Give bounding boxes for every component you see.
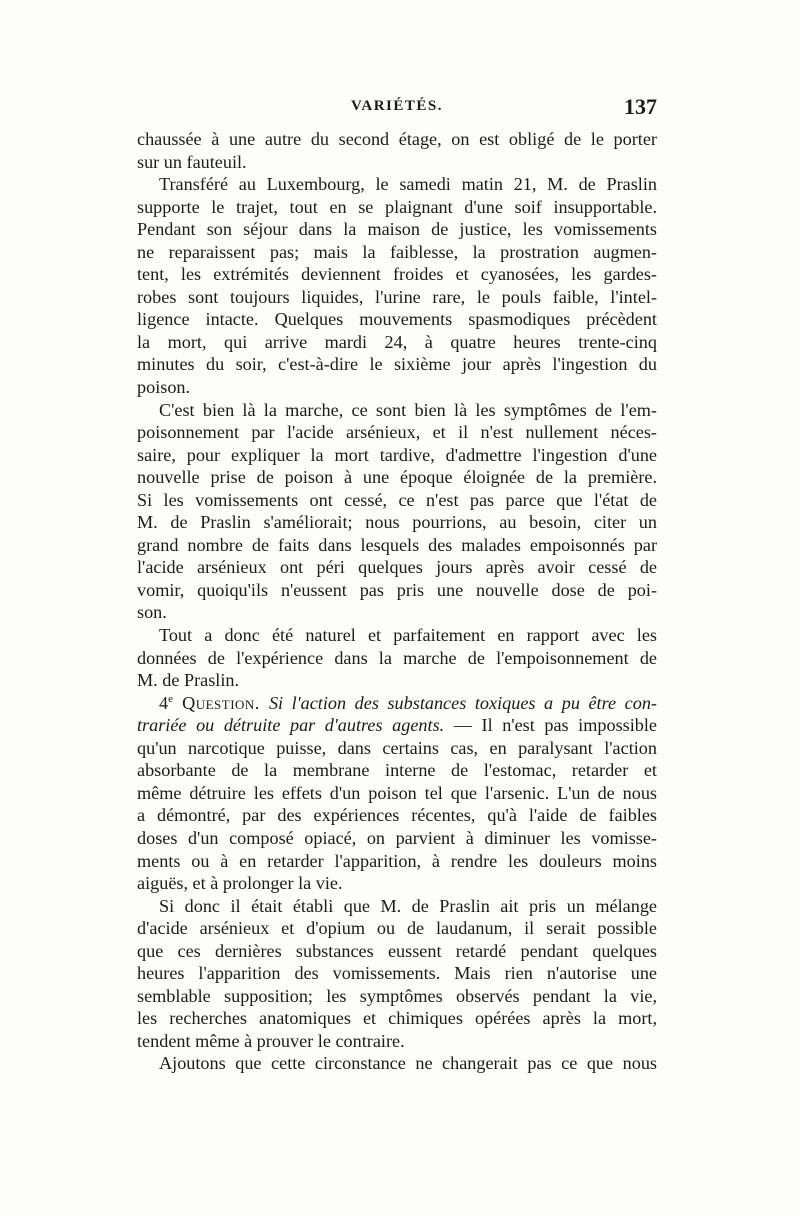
- text-line: C'est bien là la marche, ce sont bien là les symptômes de l'em-: [159, 399, 657, 420]
- text-line: [137, 692, 657, 715]
- text-line: nouvelle prise de poison à une époque éloignée de la première.: [137, 467, 657, 488]
- text-line: supporte le trajet, tout en se plaignant d'une soif insupportable.: [137, 196, 657, 217]
- text-run: e: [168, 692, 173, 705]
- text-line: tent, les extrémités deviennent froides et cyanosées, les gardes-: [137, 264, 657, 285]
- text-line: Transféré au Luxembourg, le samedi matin 21, M. de Praslin: [159, 174, 657, 195]
- text-line: Pendant son séjour dans la maison de justice, les vomissements: [137, 219, 657, 240]
- body-text: [137, 128, 657, 1075]
- text-line: ligence intacte. Quelques mouvements spasmodiques précèdent: [137, 309, 657, 330]
- text-line: M. de Praslin s'améliorait; nous pourrions, au besoin, citer un: [137, 512, 657, 533]
- text-line: Ajoutons que cette circonstance ne changerait pas ce que nous: [159, 1053, 657, 1074]
- text-line: chaussée à une autre du second étage, on est obligé de le porter: [137, 129, 657, 149]
- text-run: Question.: [172, 692, 269, 713]
- text-line: Si les vomissements ont cessé, ce n'est pas parce que l'état de: [137, 489, 657, 510]
- text-line: Si donc il était établi que M. de Praslin ait pris un mélange: [159, 895, 657, 916]
- text-line: robes sont toujours liquides, l'urine rare, le pouls faible, l'intel-: [137, 286, 657, 307]
- text-line: d'acide arsénieux et d'opium ou de laudanum, il serait possible: [137, 918, 657, 939]
- text-line: aiguës, et à prolonger la vie.: [137, 873, 343, 894]
- text-line: sur un fauteuil.: [137, 151, 247, 172]
- text-line: poisonnement par l'acide arsénieux, et il n'est nullement néces-: [137, 422, 657, 443]
- text-line: minutes du soir, c'est-à-dire le sixième jour après l'ingestion du: [137, 354, 657, 375]
- text-line: a démontré, par des expériences récentes, qu'à l'aide de faibles: [137, 805, 657, 826]
- text-line: données de l'expérience dans la marche de l'empoisonnement de: [137, 647, 657, 668]
- text-line: ne reparaissent pas; mais la faiblesse, la prostration augmen-: [137, 241, 657, 262]
- text-line: son.: [137, 602, 167, 623]
- text-line: saire, pour expliquer la mort tardive, d'admettre l'ingestion d'une: [137, 444, 657, 465]
- text-line: ments ou à en retarder l'apparition, à rendre les douleurs moins: [137, 850, 657, 871]
- running-title: VARIÉTÉS.: [350, 98, 443, 114]
- text-line: absorbante de la membrane interne de l'estomac, retarder et: [137, 760, 657, 781]
- text-line: M. de Praslin.: [137, 670, 240, 691]
- text-line: même détruire les effets d'un poison tel que l'arsenic. L'un de nous: [137, 782, 657, 803]
- text-run: 4: [159, 692, 169, 713]
- text-line: qu'un narcotique puisse, dans certains cas, en paralysant l'action: [137, 737, 657, 758]
- page-number: 137: [624, 94, 657, 119]
- text-line: la mort, qui arrive mardi 24, à quatre heures trente-cinq: [137, 331, 657, 352]
- text-run: — Il n'est pas impossible: [444, 715, 657, 736]
- text-line: heures l'apparition des vomissements. Mais rien n'autorise une: [137, 963, 657, 984]
- text-run: trariée ou détruite par d'autres agents.: [137, 715, 445, 736]
- text-run: Si l'action des substances toxiques a pu être con-: [268, 692, 657, 713]
- text-line: grand nombre de faits dans lesquels des malades empoisonnés par: [137, 534, 657, 555]
- text-line: que ces dernières substances eussent retardé pendant quelques: [137, 940, 657, 961]
- running-head: [137, 94, 657, 122]
- text-line: doses d'un composé opiacé, on parvient à diminuer les vomisse-: [137, 827, 657, 848]
- text-line: poison.: [137, 377, 191, 398]
- text-line: tendent même à prouver le contraire.: [137, 1030, 405, 1051]
- text-line: l'acide arsénieux ont péri quelques jours après avoir cessé de: [137, 557, 657, 578]
- text-line: Tout a donc été naturel et parfaitement en rapport avec les: [159, 625, 657, 646]
- text-line: [137, 714, 657, 737]
- text-line: vomir, quoiqu'ils n'eussent pas pris une nouvelle dose de poi-: [137, 579, 657, 600]
- text-line: semblable supposition; les symptômes observés pendant la vie,: [137, 985, 657, 1006]
- text-line: les recherches anatomiques et chimiques opérées après la mort,: [137, 1008, 657, 1029]
